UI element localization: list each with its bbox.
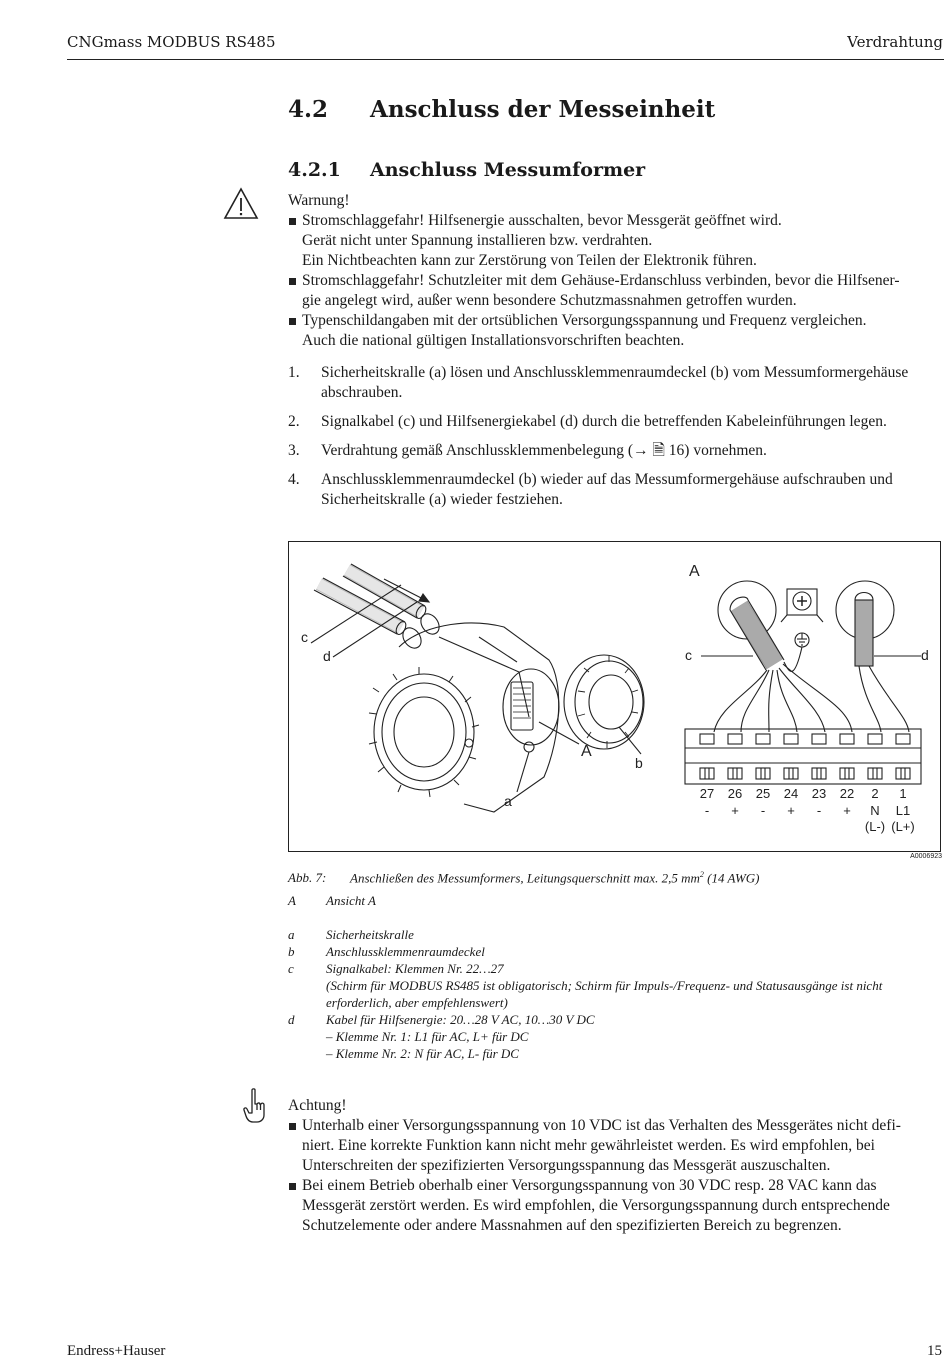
terminal-sign: + xyxy=(843,803,851,818)
figure-caption-tail: (14 AWG) xyxy=(703,870,760,886)
warning-item: Typenschildangaben mit der ortsüblichen Versorgungsspannung und Frequenz vergleichen. Auch die national gültigen Installationsvorschriften beachten. xyxy=(288,311,928,351)
legend-item: c Signalkabel: Klemmen Nr. 22…27 (Schirm für MODBUS RS485 ist obligatorisch; Schirm für Impuls-/Frequenz- und Statusausgänge ist nicht erforderlich, aber empfehlenswert) xyxy=(288,961,883,1010)
transmitter-housing xyxy=(399,623,559,812)
terminal-number: 1 xyxy=(899,786,907,801)
attention-item: Bei einem Betrieb oberhalb einer Versorgungsspannung von 30 VDC resp. 28 VAC kann das Messgerät zerstört werden. Es wird empfohlen, die Versorgungsspannung durch entsprechende Schutzelemente oder andere Massnahmen auf den spezifizierten Bereich zu begrenzen. xyxy=(288,1176,940,1236)
procedure-steps xyxy=(288,363,928,519)
terminal-slots xyxy=(700,734,910,779)
safety-claw-screw xyxy=(524,742,534,752)
figure-caption xyxy=(288,866,760,886)
legend-view: A Ansicht A xyxy=(288,893,376,908)
procedure-step: 2. Signalkabel (c) und Hilfsenergiekabel (d) durch die betreffenden Kabeleinführungen legen. xyxy=(288,413,887,430)
attention-title: Achtung! xyxy=(288,1097,347,1114)
figure-caption-text: Anschließen des Messumformers, Leitungsquerschnitt max. 2,5 mm xyxy=(350,870,700,886)
view-a-title: A xyxy=(689,563,700,580)
warning-item: Stromschlaggefahr! Hilfsenergie ausschalten, bevor Messgerät geöffnet wird. Gerät nicht unter Spannung installieren bzw. verdrahten. Ein Nichtbeachten kann zur Zerstörung von Teilen der Elektronik führen. xyxy=(288,211,928,271)
legend-item: a Sicherheitskralle xyxy=(288,927,414,942)
terminal-sub: (L+) xyxy=(891,819,915,834)
terminal-number: 2 xyxy=(871,786,879,801)
legend-item: d Kabel für Hilfsenergie: 20…28 V AC, 10…30 V DC – Klemme Nr. 1: L1 für AC, L+ für DC – Klemme Nr. 2: N für AC, L- für DC xyxy=(288,1012,595,1061)
wire-2 xyxy=(859,666,881,732)
wire-23 xyxy=(779,668,825,732)
warning-title: Warnung! xyxy=(288,192,350,209)
warning-item: Stromschlaggefahr! Schutzleiter mit dem Gehäuse-Erdanschluss verbinden, bevor die Hilfsener- gie angelegt wird, außer wenn besondere Schutzmassnahmen getroffen wurden. xyxy=(288,271,928,311)
terminal-strip xyxy=(685,729,921,784)
view-a-detail xyxy=(685,581,921,784)
subsection-number: 4.2.1 xyxy=(288,159,341,181)
wire-22 xyxy=(783,664,852,732)
terminal-sign: - xyxy=(760,803,766,818)
terminal-sign: - xyxy=(704,803,710,818)
procedure-step: 3. Verdrahtung gemäß Anschlussklemmenbelegung (→ 🗎 16) vornehmen. xyxy=(288,442,767,459)
terminal-sign: - xyxy=(816,803,822,818)
label-b: b xyxy=(635,755,643,771)
label-a: a xyxy=(504,793,512,809)
label-c: c xyxy=(301,629,308,645)
housing-front-cover xyxy=(374,674,474,790)
wire-26 xyxy=(741,670,769,732)
running-header-title: CNGmass MODBUS RS485 xyxy=(67,33,276,51)
warning-notice xyxy=(288,191,928,351)
figure-legend xyxy=(288,926,928,1062)
terminal-sign: + xyxy=(787,803,795,818)
wiring-illustration xyxy=(289,542,940,851)
terminal-number: 22 xyxy=(839,786,855,801)
label-d: d xyxy=(323,648,331,664)
page-number: 15 xyxy=(927,1343,942,1359)
attention-item: Unterhalb einer Versorgungsspannung von 10 VDC ist das Verhalten des Messgerätes nicht defi- niert. Eine korrekte Funktion kann nicht mehr gewährleistet werden. Es wird empfohlen, bei Unterschreiten der spezifizierten Versorgungsspannung das Messgerät auszuschalten. xyxy=(288,1116,940,1176)
header-rule xyxy=(67,59,944,60)
leader-b xyxy=(619,727,641,754)
terminal-number: 25 xyxy=(755,786,771,801)
procedure-step: 1. Sicherheitskralle (a) lösen und Anschlussklemmenraumdeckel (b) vom Messumformergehäuse abschrauben. xyxy=(288,364,909,401)
wiring-figure xyxy=(288,541,941,852)
pointing-hand-icon xyxy=(243,1088,267,1126)
procedure-step: 4. Anschlussklemmenraumdeckel (b) wieder auf das Messumformergehäuse aufschrauben und Sicherheitskralle (a) wieder festziehen. xyxy=(288,471,893,508)
figure-caption-sup: 2 xyxy=(699,870,704,879)
terminal-sub: (L-) xyxy=(864,819,886,834)
subsection-title: Anschluss Messumformer xyxy=(370,159,646,181)
view-a-label-c: c xyxy=(685,647,692,663)
terminal-number: 26 xyxy=(727,786,743,801)
footer-brand: Endress+Hauser xyxy=(67,1343,166,1359)
label-view-A: A xyxy=(581,743,592,760)
attention-notice xyxy=(288,1096,940,1236)
wire-24 xyxy=(777,670,797,732)
section-number: 4.2 xyxy=(288,96,329,123)
terminal-number: 27 xyxy=(699,786,715,801)
terminal-cover xyxy=(564,655,644,749)
running-header-chapter: Verdrahtung xyxy=(847,33,943,51)
terminal-sign: + xyxy=(731,803,739,818)
terminal-number: 24 xyxy=(783,786,799,801)
wire-27 xyxy=(714,670,767,732)
view-a-label-d: d xyxy=(921,647,929,663)
leader-a xyxy=(517,752,529,792)
figure-caption-label: Abb. 7: xyxy=(288,870,327,886)
subsection-heading xyxy=(288,159,645,181)
terminal-sign: N xyxy=(870,803,880,818)
legend-item: b Anschlussklemmenraumdeckel xyxy=(288,944,485,959)
terminal-sign: L1 xyxy=(895,803,911,818)
section-heading xyxy=(288,96,715,123)
section-title: Anschluss der Messeinheit xyxy=(370,96,716,123)
wire-1 xyxy=(869,666,909,732)
terminal-number: 23 xyxy=(811,786,827,801)
warning-triangle-icon xyxy=(223,187,259,220)
wire-25 xyxy=(769,670,773,732)
figure-code: A0006923 xyxy=(910,853,942,860)
